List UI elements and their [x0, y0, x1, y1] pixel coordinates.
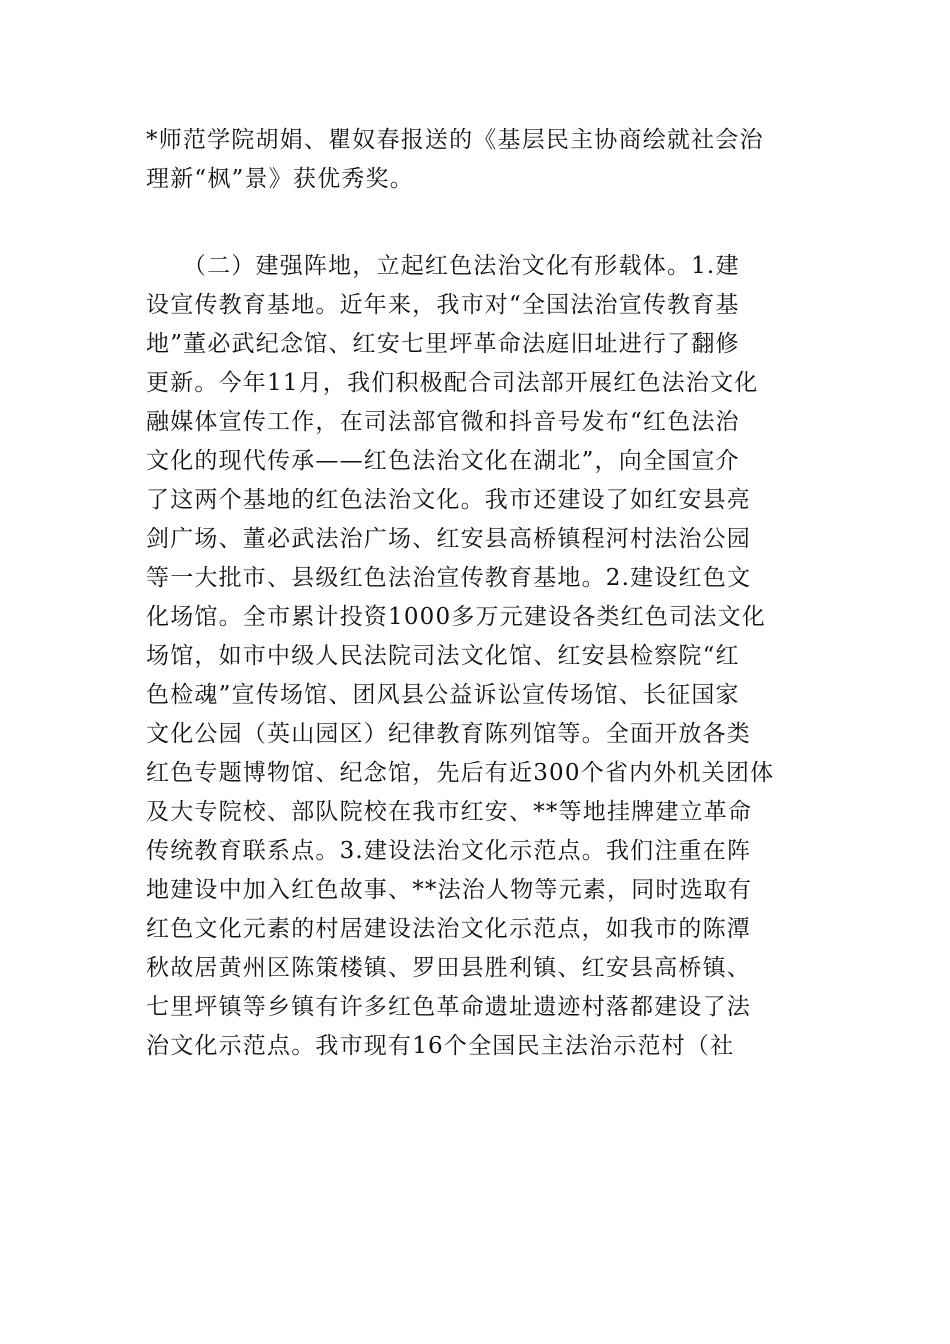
paragraph-red-legal-culture-bases	[146, 247, 806, 1066]
text-line: 剑广场、董必武法治广场、红安县高桥镇程河村法治公园	[146, 526, 751, 552]
text-line: 秋故居黄州区陈策楼镇、罗田县胜利镇、红安县高桥镇、	[146, 955, 751, 981]
text-line: 色检魂”宣传场馆、团风县公益诉讼宣传场馆、长征国家	[146, 682, 740, 708]
text-line: 了这两个基地的红色法治文化。我市还建设了如红安县亮	[146, 487, 751, 513]
text-line: （二）建强阵地，立起红色法治文化有形载体。1.建	[146, 253, 740, 279]
text-line: 场馆，如市中级人民法院司法文化馆、红安县检察院“红	[146, 643, 740, 669]
text-line: 红色文化元素的村居建设法治文化示范点，如我市的陈潭	[146, 916, 751, 942]
text-line: 传统教育联系点。3.建设法治文化示范点。我们注重在阵	[146, 838, 752, 864]
text-line: 地”董必武纪念馆、红安七里坪革命法庭旧址进行了翻修	[146, 331, 740, 357]
text-line: 红色专题博物馆、纪念馆，先后有近300个省内外机关团体	[146, 760, 775, 786]
text-line: 七里坪镇等乡镇有许多红色革命遗址遗迹村落都建设了法	[146, 994, 751, 1020]
text-line: 文化的现代传承——红色法治文化在湖北”，向全国宣介	[146, 448, 740, 474]
text-line: 文化公园（英山园区）纪律教育陈列馆等。全面开放各类	[146, 721, 751, 747]
paragraph-award-note	[146, 121, 806, 199]
text-line: 治文化示范点。我市现有16个全国民主法治示范村（社	[146, 1033, 735, 1059]
text-line: 设宣传教育基地。近年来，我市对“全国法治宣传教育基	[146, 292, 740, 318]
text-line: 地建设中加入红色故事、**法治人物等元素，同时选取有	[146, 877, 753, 903]
text-line: 更新。今年11月，我们积极配合司法部开展红色法治文化	[146, 370, 759, 396]
text-line: 融媒体宣传工作，在司法部官微和抖音号发布“红色法治	[146, 409, 740, 435]
text-line: 化场馆。全市累计投资1000多万元建设各类红色司法文化	[146, 604, 766, 630]
text-line: 理新“枫”景》获优秀奖。	[146, 166, 414, 192]
text-line: 等一大批市、县级红色法治宣传教育基地。2.建设红色文	[146, 565, 752, 591]
text-line: *师范学院胡娟、瞿奴春报送的《基层民主协商绘就社会治	[146, 127, 764, 153]
text-line: 及大专院校、部队院校在我市红安、**等地挂牌建立革命	[146, 799, 753, 825]
